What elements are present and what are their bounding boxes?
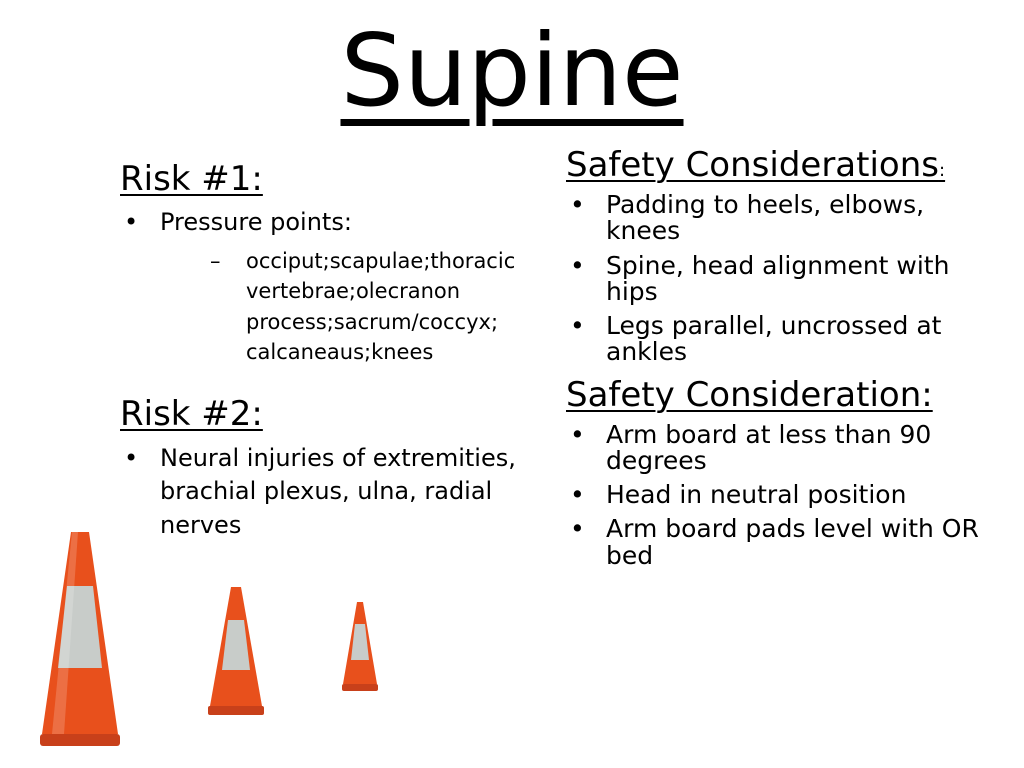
risk1-subitem: – occiput;scapulae;thoracic vertebrae;olecranon process;sacrum/coccyx; calcaneaus;knees [200, 246, 520, 368]
safety2-heading: Safety Consideration: [566, 374, 933, 415]
safety1-item: • Spine, head alignment with hips [566, 253, 986, 306]
risk1-heading: Risk #1: [120, 159, 263, 199]
slide-title-wrap [0, 12, 1024, 129]
safety2-item: • Arm board pads level with OR bed [566, 516, 986, 569]
safety2-list [566, 419, 986, 570]
safety1-heading [566, 146, 986, 184]
risk1-bullet-text: Pressure points: [160, 208, 352, 237]
risk2-bullet: • Neural injuries of extremities, brachial plexus, ulna, radial nerves [120, 442, 520, 543]
risk1-sublist [160, 246, 520, 368]
risk1-list [120, 206, 520, 367]
traffic-cone-large-icon [34, 528, 126, 748]
safety2-item: • Head in neutral position [566, 482, 986, 508]
risks-column [120, 160, 520, 542]
risk1-bullet [120, 206, 520, 367]
safety1-heading-colon: : [938, 160, 946, 181]
risk2-heading: Risk #2: [120, 394, 263, 435]
safety1-item: • Legs parallel, uncrossed at ankles [566, 313, 986, 366]
slide-title: Supine [340, 12, 684, 129]
safety2-item: • Arm board at less than 90 degrees [566, 422, 986, 475]
safety1-list [566, 192, 986, 366]
safety1-item: • Padding to heels, elbows, knees [566, 192, 986, 245]
safety1-heading-text: Safety Considerations [566, 145, 939, 185]
safety-column [566, 146, 986, 569]
traffic-cone-medium-icon [204, 584, 268, 716]
traffic-cone-small-icon [340, 600, 380, 692]
risk2-list [120, 442, 520, 543]
